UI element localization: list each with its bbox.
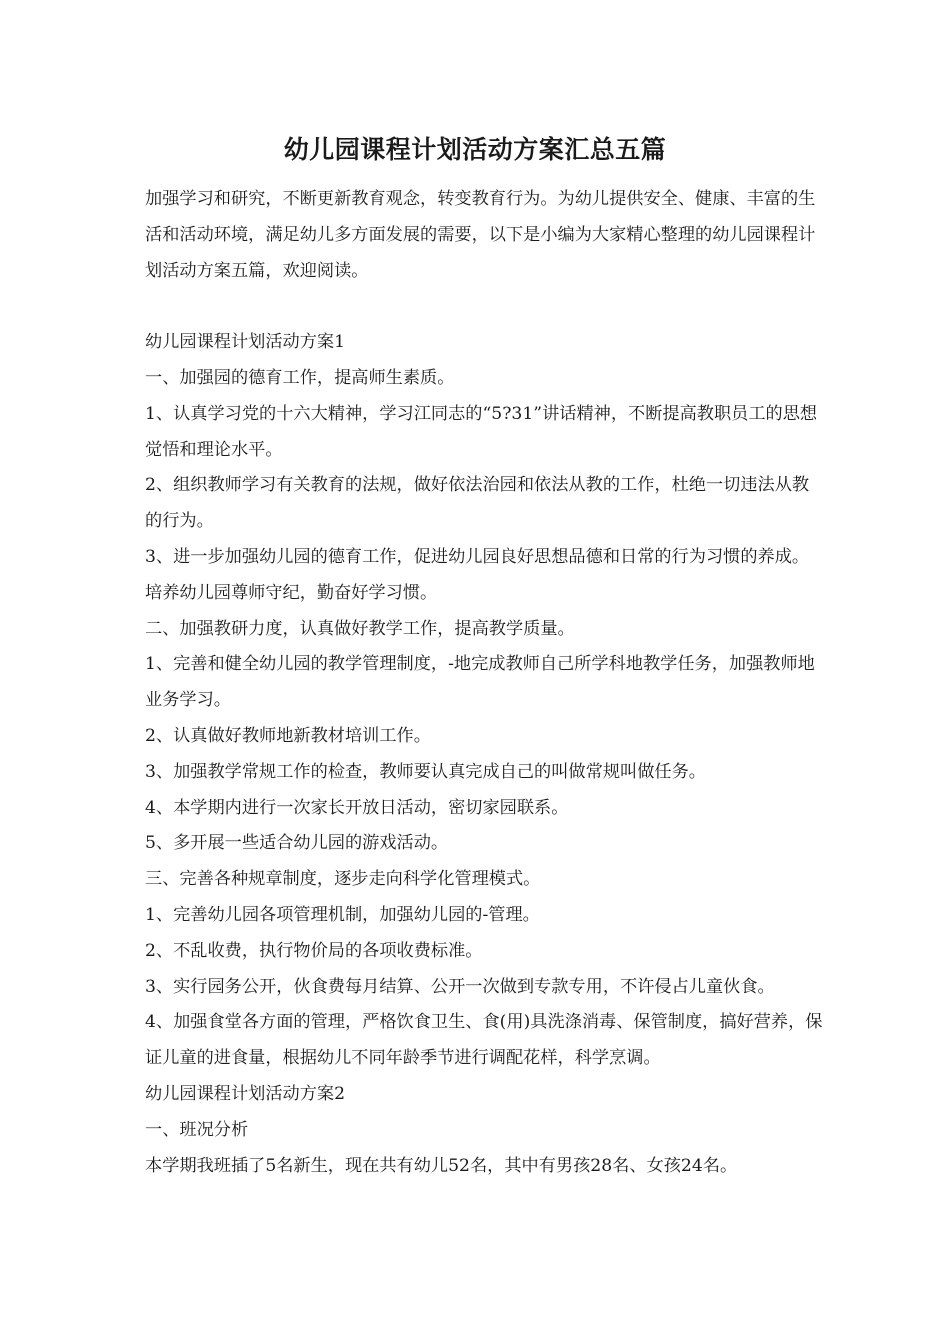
list-item: 4、本学期内进行一次家长开放日活动，密切家园联系。 (145, 797, 569, 818)
list-item: 2、认真做好教师地新教材培训工作。 (145, 725, 431, 746)
subsection-heading: 一、加强园的德育工作，提高师生素质。 (145, 367, 455, 388)
document-body (145, 182, 825, 1184)
list-item: 3、加强教学常规工作的检查，教师要认真完成自己的叫做常规叫做任务。 (145, 761, 706, 782)
paragraph-spacer (145, 289, 825, 325)
list-item: 3、进一步加强幼儿园的德育工作，促进幼儿园良好思想品德和日常的行为习惯的养成。培养幼儿园尊师守纪，勤奋好学习惯。 (145, 546, 810, 603)
list-item: 5、多开展一些适合幼儿园的游戏活动。 (145, 833, 449, 854)
section-heading: 幼儿园课程计划活动方案2 (145, 1083, 345, 1104)
list-item: 2、不乱收费，执行物价局的各项收费标准。 (145, 940, 483, 961)
intro-paragraph: 加强学习和研究，不断更新教育观念，转变教育行为。为幼儿提供安全、健康、丰富的生活和活动环境，满足幼儿多方面发展的需要，以下是小编为大家精心整理的幼儿园课程计划活动方案五篇，欢迎阅读。 (145, 189, 816, 281)
list-item: 3、实行园务公开，伙食费每月结算、公开一次做到专款专用，不许侵占儿童伙食。 (145, 976, 775, 997)
subsection-heading: 三、完善各种规章制度，逐步走向科学化管理模式。 (145, 869, 541, 890)
list-item: 2、组织教师学习有关教育的法规，做好依法治园和依法从教的工作，杜绝一切违法从教的行为。 (145, 475, 810, 532)
subsection-heading: 一、班况分析 (145, 1119, 249, 1140)
list-item: 4、加强食堂各方面的管理，严格饮食卫生、食(用)具洗涤消毒、保管制度，搞好营养，保证儿童的进食量，根据幼儿不同年龄季节进行调配花样，科学烹调。 (145, 1012, 823, 1069)
document-title: 幼儿园课程计划活动方案汇总五篇 (283, 135, 667, 164)
section-heading: 幼儿园课程计划活动方案1 (145, 332, 345, 353)
list-item: 1、完善幼儿园各项管理机制，加强幼儿园的-管理。 (145, 904, 540, 925)
list-item: 1、认真学习党的十六大精神，学习江同志的“5?31”讲话精神，不断提高教职员工的思想觉悟和理论水平。 (145, 403, 818, 460)
list-item: 1、完善和健全幼儿园的教学管理制度，-地完成教师自己所学科地教学任务，加强教师地业务学习。 (145, 654, 815, 711)
body-paragraph: 本学期我班插了5名新生，现在共有幼儿52名，其中有男孩28名、女孩24名。 (145, 1155, 738, 1176)
subsection-heading: 二、加强教研力度，认真做好教学工作，提高教学质量。 (145, 618, 575, 639)
